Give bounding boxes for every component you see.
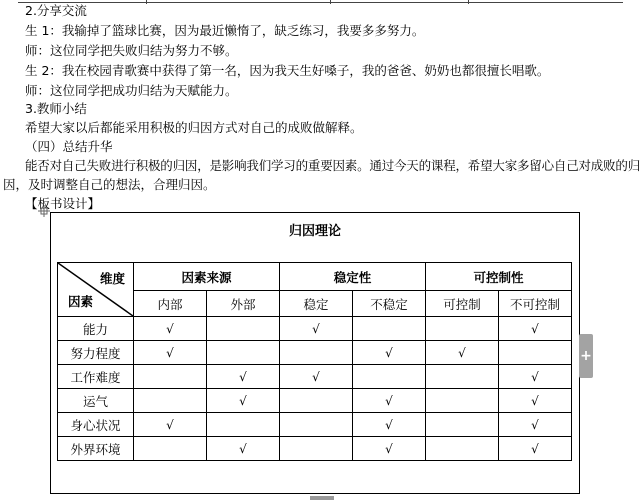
table-cell bbox=[207, 365, 280, 389]
check-mark: √ bbox=[458, 346, 466, 360]
corner-top-label: 维度 bbox=[99, 271, 125, 286]
paragraph: 生 2：我在校园青歌赛中获得了第一名，因为我天生好嗓子，我的爸爸、奶奶也都很擅长唱歌。 bbox=[25, 63, 550, 78]
attribution-table bbox=[57, 262, 572, 461]
board-title: 归因理论 bbox=[288, 224, 341, 239]
top-table-border bbox=[18, 0, 623, 3]
corner-bottom-label: 因素 bbox=[68, 294, 94, 309]
factor-label: 外界环境 bbox=[58, 437, 134, 461]
table-cell bbox=[499, 389, 572, 413]
check-mark: √ bbox=[239, 370, 247, 384]
table-cell bbox=[280, 437, 353, 461]
section-heading: 3.教师小结 bbox=[25, 101, 87, 116]
factor-label: 工作难度 bbox=[58, 365, 134, 389]
check-mark: √ bbox=[531, 370, 539, 384]
table-cell bbox=[499, 437, 572, 461]
table-cell bbox=[499, 413, 572, 437]
table-cell bbox=[134, 389, 207, 413]
sub-header: 可控制 bbox=[426, 291, 499, 317]
sub-header: 稳定 bbox=[280, 291, 353, 317]
paragraph-continuation: 因，及时调整自己的想法，合理归因。 bbox=[3, 177, 216, 192]
check-mark: √ bbox=[166, 418, 174, 432]
table-cell bbox=[426, 317, 499, 341]
table-cell bbox=[280, 389, 353, 413]
check-mark: √ bbox=[385, 394, 393, 408]
table-cell bbox=[426, 437, 499, 461]
table-cell bbox=[280, 341, 353, 365]
table-cell bbox=[280, 413, 353, 437]
check-mark: √ bbox=[531, 322, 539, 336]
check-mark: √ bbox=[385, 442, 393, 456]
border-tick bbox=[146, 0, 147, 4]
table-cell bbox=[353, 365, 426, 389]
table-cell bbox=[499, 365, 572, 389]
header-corner-cell bbox=[58, 263, 134, 317]
table-row bbox=[58, 437, 572, 461]
sub-header: 内部 bbox=[134, 291, 207, 317]
section-heading: 2.分享交流 bbox=[25, 3, 87, 18]
move-handle-icon[interactable] bbox=[38, 205, 50, 217]
table-cell bbox=[353, 341, 426, 365]
check-mark: √ bbox=[239, 394, 247, 408]
group-header-stability: 稳定性 bbox=[280, 263, 426, 291]
table-cell bbox=[134, 341, 207, 365]
paragraph: 师：这位同学把失败归结为努力不够。 bbox=[25, 43, 238, 58]
board-design-heading: 【板书设计】 bbox=[25, 196, 101, 211]
factor-label: 身心状况 bbox=[58, 413, 134, 437]
scroll-indicator bbox=[310, 496, 334, 500]
table-row bbox=[58, 317, 572, 341]
table-cell bbox=[426, 413, 499, 437]
check-mark: √ bbox=[312, 370, 320, 384]
table-cell bbox=[426, 365, 499, 389]
paragraph: 生 1：我输掉了篮球比赛，因为最近懒惰了，缺乏练习，我要多多努力。 bbox=[25, 23, 425, 38]
check-mark: √ bbox=[166, 346, 174, 360]
check-mark: √ bbox=[385, 418, 393, 432]
table-row bbox=[58, 365, 572, 389]
border-tick bbox=[330, 0, 331, 4]
table-cell bbox=[134, 437, 207, 461]
check-mark: √ bbox=[531, 394, 539, 408]
table-cell bbox=[134, 413, 207, 437]
table-cell bbox=[280, 317, 353, 341]
table-cell bbox=[426, 389, 499, 413]
table-cell bbox=[353, 317, 426, 341]
table-cell bbox=[207, 413, 280, 437]
table-cell bbox=[426, 341, 499, 365]
sub-header: 不稳定 bbox=[353, 291, 426, 317]
table-cell bbox=[499, 317, 572, 341]
side-expand-button[interactable]: + bbox=[579, 334, 593, 378]
paragraph: 希望大家以后都能采用积极的归因方式对自己的成败做解释。 bbox=[25, 120, 363, 135]
sub-header: 外部 bbox=[207, 291, 280, 317]
table-cell bbox=[280, 365, 353, 389]
table-cell bbox=[134, 365, 207, 389]
factor-label: 能力 bbox=[58, 317, 134, 341]
factor-label: 运气 bbox=[58, 389, 134, 413]
check-mark: √ bbox=[312, 322, 320, 336]
table-cell bbox=[207, 437, 280, 461]
table-row bbox=[58, 389, 572, 413]
check-mark: √ bbox=[385, 346, 393, 360]
table-cell bbox=[353, 437, 426, 461]
paragraph: 师：这位同学把成功归结为天赋能力。 bbox=[25, 83, 238, 98]
check-mark: √ bbox=[239, 442, 247, 456]
table-cell bbox=[353, 389, 426, 413]
table-cell bbox=[353, 413, 426, 437]
table-row bbox=[58, 413, 572, 437]
table-row bbox=[58, 341, 572, 365]
border-tick bbox=[468, 0, 469, 4]
section-heading: （四）总结升华 bbox=[25, 139, 113, 154]
check-mark: √ bbox=[531, 418, 539, 432]
check-mark: √ bbox=[531, 442, 539, 456]
check-mark: √ bbox=[166, 322, 174, 336]
factor-label: 努力程度 bbox=[58, 341, 134, 365]
table-cell bbox=[499, 341, 572, 365]
group-header-controllability: 可控制性 bbox=[426, 263, 572, 291]
paragraph: 能否对自己失败进行积极的归因，是影响我们学习的重要因素。通过今天的课程，希望大家多留心自己对成败的归 bbox=[25, 158, 641, 173]
table-cell bbox=[207, 317, 280, 341]
table-cell bbox=[207, 341, 280, 365]
group-header-source: 因素来源 bbox=[134, 263, 280, 291]
table-cell bbox=[207, 389, 280, 413]
table-cell bbox=[134, 317, 207, 341]
sub-header: 不可控制 bbox=[499, 291, 572, 317]
